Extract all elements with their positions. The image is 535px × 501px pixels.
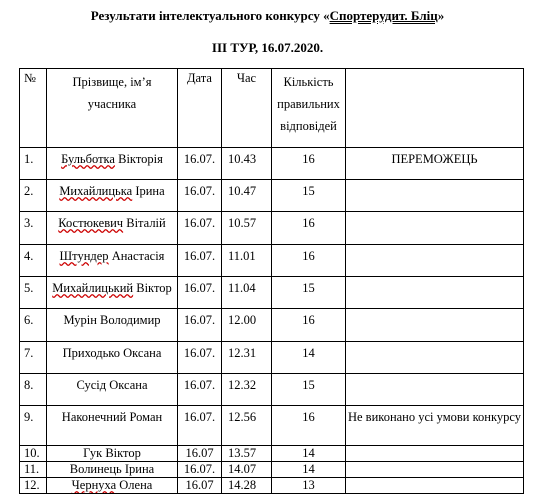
row-note: Не виконано усі умови конкурсу	[346, 406, 524, 446]
row-date: 16.07	[178, 446, 222, 462]
participant-name	[47, 309, 178, 342]
participant-surname: Чернуха	[71, 478, 117, 492]
participant-surname: Бульботка	[61, 152, 115, 166]
title-suffix: »	[437, 8, 445, 23]
header-note	[346, 69, 524, 148]
row-time: 10.43	[222, 148, 272, 180]
table-row	[20, 277, 524, 309]
participant-name	[47, 462, 178, 478]
participant-name	[47, 148, 178, 180]
row-correct-count: 16	[272, 406, 346, 446]
row-date: 16.07.	[178, 148, 222, 180]
table-row	[20, 374, 524, 406]
row-time: 10.57	[222, 212, 272, 245]
row-number: 2.	[20, 180, 47, 212]
document-title	[0, 8, 535, 24]
header-num: №	[20, 69, 47, 148]
header-date: Дата	[178, 69, 222, 148]
participant-name	[47, 342, 178, 374]
row-time: 12.00	[222, 309, 272, 342]
row-correct-count: 15	[272, 374, 346, 406]
table-row	[20, 212, 524, 245]
results-table	[19, 68, 524, 494]
table-row	[20, 478, 524, 494]
participant-name	[47, 212, 178, 245]
row-note	[346, 342, 524, 374]
table-header-row	[20, 69, 524, 148]
participant-given-name: Вікторія	[114, 152, 163, 166]
row-correct-count: 15	[272, 180, 346, 212]
row-correct-count: 15	[272, 277, 346, 309]
row-date: 16.07.	[178, 180, 222, 212]
participant-name	[47, 245, 178, 277]
row-time: 11.04	[222, 277, 272, 309]
row-number: 10.	[20, 446, 47, 462]
row-date: 16.07.	[178, 406, 222, 446]
row-time: 11.01	[222, 245, 272, 277]
row-time: 10.47	[222, 180, 272, 212]
row-note	[346, 374, 524, 406]
participant-given-name: Сусід Оксана	[76, 378, 148, 392]
table-row	[20, 462, 524, 478]
row-time: 14.28	[222, 478, 272, 494]
row-number: 1.	[20, 148, 47, 180]
participant-name	[47, 277, 178, 309]
row-number: 9.	[20, 406, 47, 446]
participant-given-name: Волинець Ірина	[69, 462, 155, 476]
row-date: 16.07.	[178, 374, 222, 406]
row-correct-count: 16	[272, 245, 346, 277]
header-time: Час	[222, 69, 272, 148]
row-date: 16.07	[178, 478, 222, 494]
row-correct-count: 16	[272, 148, 346, 180]
participant-surname: Михайлицька	[59, 184, 133, 198]
participant-name	[47, 446, 178, 462]
row-date: 16.07.	[178, 309, 222, 342]
row-time: 12.32	[222, 374, 272, 406]
row-date: 16.07.	[178, 462, 222, 478]
row-note	[346, 277, 524, 309]
row-note	[346, 212, 524, 245]
table-row	[20, 180, 524, 212]
row-correct-count: 13	[272, 478, 346, 494]
participant-name	[47, 180, 178, 212]
row-note: ПЕРЕМОЖЕЦЬ	[346, 148, 524, 180]
row-number: 7.	[20, 342, 47, 374]
row-number: 4.	[20, 245, 47, 277]
title-prefix: Результати інтелектуального конкурсу «	[90, 8, 330, 23]
participant-given-name: Гук Віктор	[83, 446, 141, 460]
row-correct-count: 16	[272, 212, 346, 245]
table-row	[20, 406, 524, 446]
header-name: Прізвище, ім’я учасника	[47, 69, 178, 148]
participant-given-name: Приходько Оксана	[62, 346, 162, 360]
row-number: 5.	[20, 277, 47, 309]
row-note	[346, 478, 524, 494]
participant-surname: Штундер	[59, 249, 109, 263]
row-time: 12.56	[222, 406, 272, 446]
participant-name	[47, 374, 178, 406]
row-correct-count: 14	[272, 462, 346, 478]
row-date: 16.07.	[178, 212, 222, 245]
row-note	[346, 462, 524, 478]
participant-given-name: Анастасія	[108, 249, 165, 263]
row-date: 16.07.	[178, 245, 222, 277]
row-time: 12.31	[222, 342, 272, 374]
row-time: 14.07	[222, 462, 272, 478]
table-row	[20, 446, 524, 462]
table-row	[20, 309, 524, 342]
table-row	[20, 245, 524, 277]
row-number: 12.	[20, 478, 47, 494]
table-row	[20, 148, 524, 180]
row-note	[346, 180, 524, 212]
row-correct-count: 14	[272, 446, 346, 462]
row-note	[346, 245, 524, 277]
participant-given-name: Ірина	[132, 184, 165, 198]
row-date: 16.07.	[178, 277, 222, 309]
participant-surname: Костюкевич	[58, 216, 124, 230]
table-row	[20, 342, 524, 374]
contest-name: Спортерудит. Бліц	[329, 8, 438, 23]
row-note	[346, 446, 524, 462]
participant-given-name: Олена	[116, 478, 153, 492]
row-number: 6.	[20, 309, 47, 342]
participant-given-name: Наконечний Роман	[61, 410, 163, 424]
round-subtitle: ІІІ ТУР, 16.07.2020.	[211, 40, 324, 55]
row-correct-count: 14	[272, 342, 346, 374]
row-number: 11.	[20, 462, 47, 478]
participant-given-name: Віталій	[123, 216, 166, 230]
participant-name	[47, 478, 178, 494]
participant-given-name: Мурін Володимир	[63, 313, 161, 327]
row-note	[346, 309, 524, 342]
row-correct-count: 16	[272, 309, 346, 342]
row-time: 13.57	[222, 446, 272, 462]
participant-name	[47, 406, 178, 446]
row-date: 16.07.	[178, 342, 222, 374]
header-count: Кількість правильних відповідей	[272, 69, 346, 148]
row-number: 8.	[20, 374, 47, 406]
row-number: 3.	[20, 212, 47, 245]
participant-surname: Михайлицький	[52, 281, 134, 295]
participant-given-name: Віктор	[133, 281, 172, 295]
